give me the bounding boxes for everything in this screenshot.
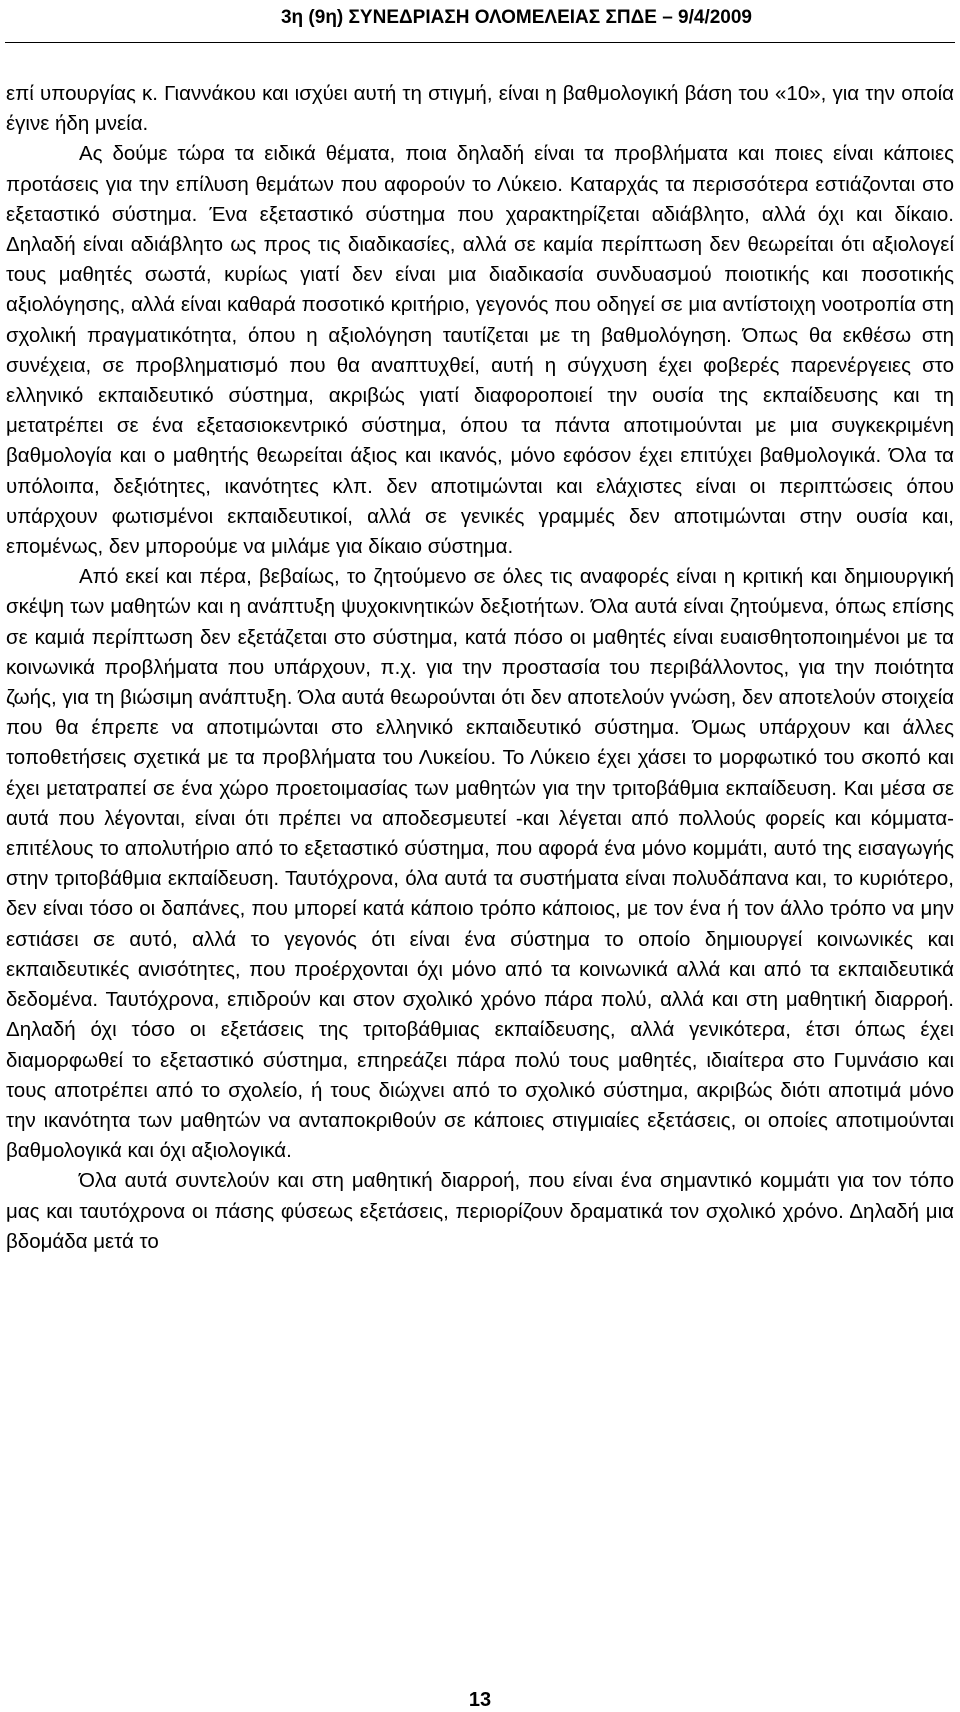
paragraph-4: Όλα αυτά συντελούν και στη μαθητική διαρροή, που είναι ένα σημαντικό κομμάτι για τον τόπο μας και ταυτόχρονα οι πάσης φύσεως εξετάσεις, περιορίζουν δραματικά τον σχολικό χρόνο. Δηλαδή μια βδομάδα μετά το (6, 1169, 954, 1253)
paragraph-2: Ας δούμε τώρα τα ειδικά θέματα, ποια δηλαδή είναι τα προβλήματα και ποιες είναι κάποιες προτάσεις για την επίλυση θεμάτων που αφορούν το Λύκειο. Καταρχάς τα περισσότερα εστιάζονται στο εξεταστικό σύστημα. Ένα εξεταστικό σύστημα που χαρακτηρίζεται αδιάβλητο, αλλά όχι και δίκαιο. Δηλαδή είναι αδιάβλητο ως προς τις διαδικασίες, αλλά σε καμία περίπτωση δεν θεωρείται ότι αξιολογεί τους μαθητές σωστά, κυρίως γιατί δεν είναι μια διαδικασία συνδυασμού ποιοτικής και ποσοτικής αξιολόγησης, αλλά είναι καθαρά ποσοτικό κριτήριο, γεγονός που οδηγεί σε μια αντίστοιχη νοοτροπία στη σχολική πραγματικότητα, όπου η αξιολόγηση ταυτίζεται με τη βαθμολόγηση. Όπως θα εκθέσω στη συνέχεια, σε προβληματισμό που θα αναπτυχθεί, αυτή η σύγχυση έχει φοβερές παρενέργειες στο ελληνικό εκπαιδευτικό σύστημα, ακριβώς γιατί διαφοροποιεί την ουσία της εκπαίδευσης και τη μετατρέπει σε ένα εξετασιοκεντρικό σύστημα, όπου τα πάντα αποτιμούνται με μια συγκεκριμένη βαθμολογία και ο μαθητής θεωρείται άξιος και ικανός, μόνο εφόσον έχει επιτύχει βαθμολογικά. Όλα τα υπόλοιπα, δεξιότητες, ικανότητες κλπ. δεν αποτιμώνται και ελάχιστες είναι οι περιπτώσεις όπου υπάρχουν φωτισμένοι εκπαιδευτικοί, αλλά σε γενικές γραμμές δεν αποτιμώνται στην ουσία και, επομένως, δεν μπορούμε να μιλάμε για δίκαιο σύστημα. (6, 142, 954, 559)
header-divider (5, 42, 955, 43)
page-body (6, 79, 954, 1257)
paragraph-3: Από εκεί και πέρα, βεβαίως, το ζητούμενο σε όλες τις αναφορές είναι η κριτική και δημιουργική σκέψη των μαθητών και η ανάπτυξη ψυχοκινητικών δεξιοτήτων. Όλα αυτά είναι ζητούμενα, όπως επίσης σε καμιά περίπτωση δεν εξετάζεται στο σύστημα, κατά πόσο οι μαθητές είναι ευαισθητοποιημένοι με τα κοινωνικά προβλήματα που υπάρχουν, π.χ. για την προστασία του περιβάλλοντος, για την ποιότητα ζωής, για τη βιώσιμη ανάπτυξη. Όλα αυτά θεωρούνται ότι δεν αποτελούν γνώση, δεν αποτελούν στοιχεία που θα έπρεπε να αποτιμώνται στο ελληνικό εκπαιδευτικό σύστημα. Όμως υπάρχουν και άλλες τοποθετήσεις σχετικά με τα προβλήματα του Λυκείου. Το Λύκειο έχει χάσει το μορφωτικό του σκοπό και έχει μετατραπεί σε ένα χώρο προετοιμασίας των μαθητών για την τριτοβάθμια εκπαίδευση. Και μέσα σε αυτά που λέγονται, είναι ότι πρέπει να αποδεσμευτεί -και λέγεται από πολλούς φορείς και κόμματα- επιτέλους το απολυτήριο από το εξεταστικό σύστημα, που αφορά ένα μόνο κομμάτι, αυτό της εισαγωγής στην τριτοβάθμια εκπαίδευση. Ταυτόχρονα, όλα αυτά τα συστήματα είναι πολυδάπανα και, το κυριότερο, δεν είναι τόσο οι δαπάνες, που μπορεί κατά κάποιο τρόπο κάποιος, με τον ένα ή τον άλλο τρόπο να μην εστιάσει σε αυτό, αλλά το γεγονός ότι είναι ένα σύστημα το οποίο δημιουργεί κοινωνικές και εκπαιδευτικές ανισότητες, που προέρχονται όχι μόνο από τα κοινωνικά αλλά και από τα εκπαιδευτικά δεδομένα. Ταυτόχρονα, επιδρούν και στον σχολικό χρόνο πάρα πολύ, αλλά και στη μαθητική διαρροή. Δηλαδή όχι τόσο οι εξετάσεις της τριτοβάθμιας εκπαίδευσης, αλλά γενικότερα, έτσι όπως έχει διαμορφωθεί το εξεταστικό σύστημα, επηρεάζει πάρα πολύ τους μαθητές, ιδιαίτερα στο Γυμνάσιο και τους αποτρέπει από το σχολείο, ή τους διώχνει από το σχολικό σύστημα, ακριβώς διότι αποτιμά μόνο την ικανότητα των μαθητών να ανταποκριθούν σε κάποιες στιγμιαίες εξετάσεις, οι οποίες αποτιμούνται βαθμολογικά και όχι αξιολογικά. (6, 565, 954, 1163)
paragraph-1: επί υπουργίας κ. Γιαννάκου και ισχύει αυτή τη στιγμή, είναι η βαθμολογική βάση του «10», για την οποία έγινε ήδη μνεία. (6, 82, 954, 136)
header-title: 3η (9η) ΣΥΝΕΔΡΙΑΣΗ ΟΛΟΜΕΛΕΙΑΣ ΣΠΔΕ – 9/4/2009 (280, 7, 752, 28)
page-number: 13 (468, 1689, 492, 1711)
page-header (0, 5, 960, 31)
